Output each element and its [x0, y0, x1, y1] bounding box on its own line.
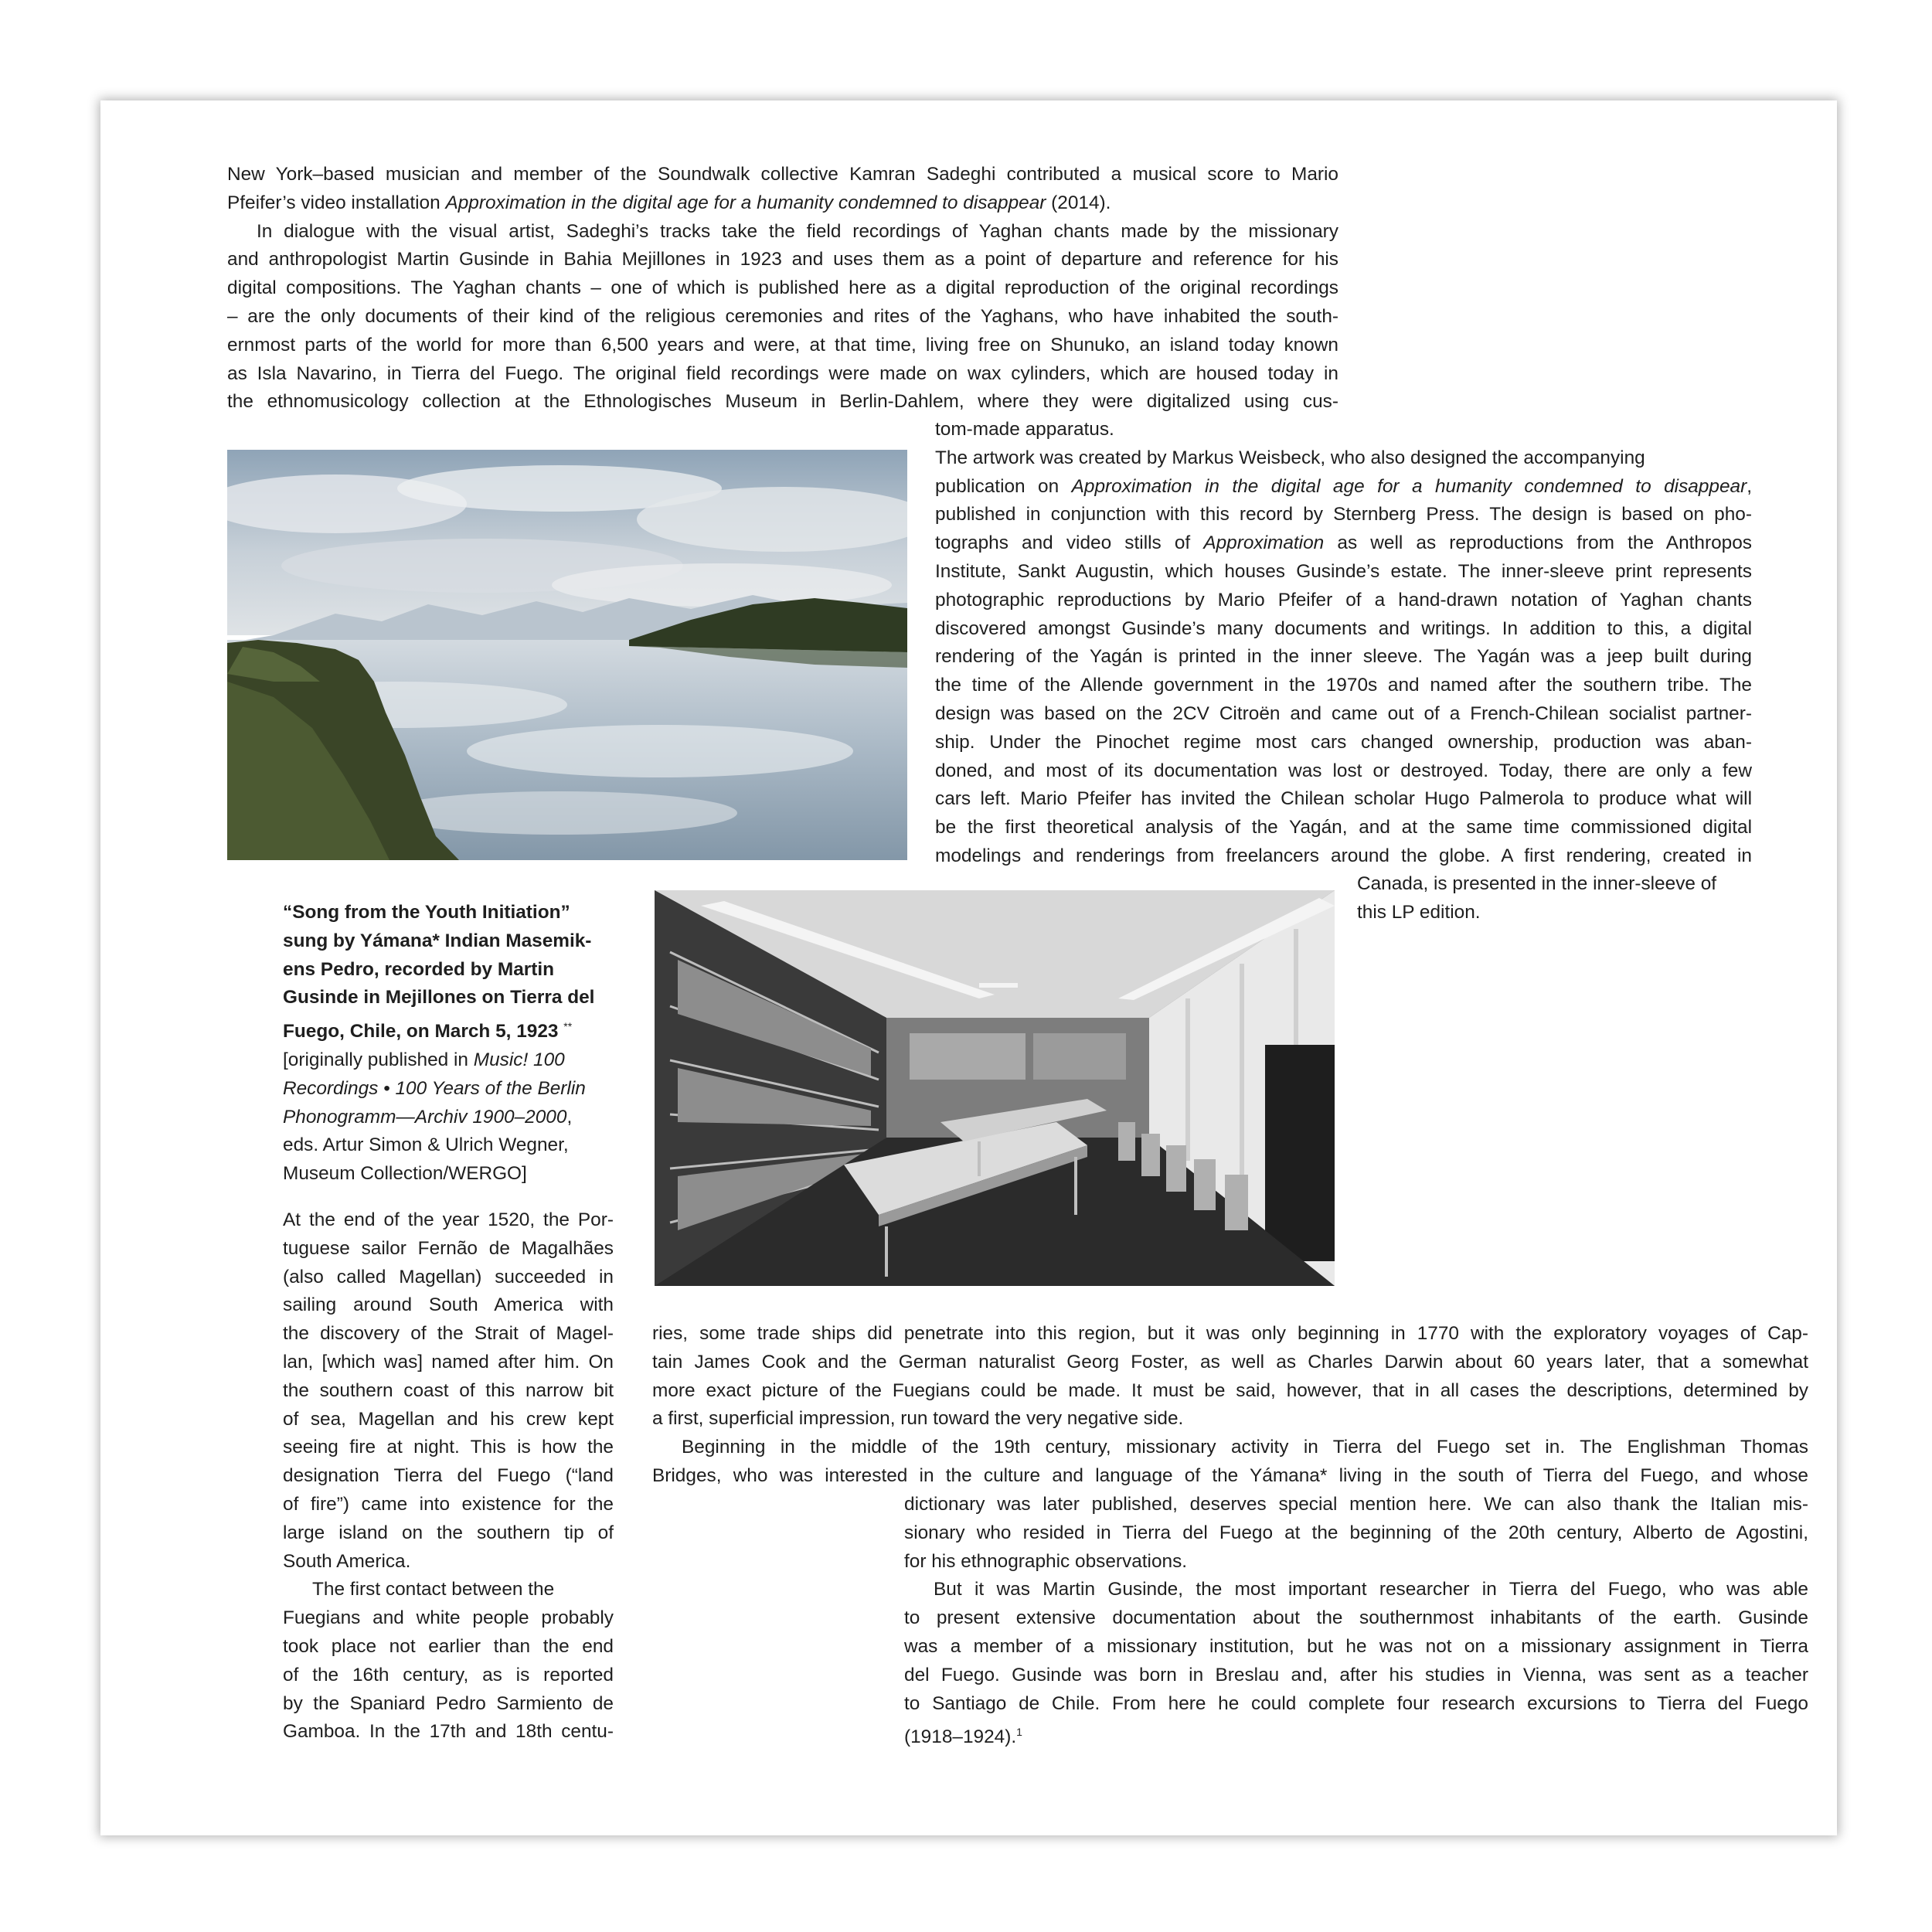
text-line [935, 587, 1752, 615]
text-run: South America. [283, 1550, 411, 1572]
text-run: tom-made apparatus. [935, 419, 1114, 440]
text-run: the time of the Allende government in the 1970s and named after the southern tribe. The [935, 675, 1752, 696]
text-run: of sea, Magellan and his crew kept [283, 1408, 614, 1430]
text-line [652, 1434, 1808, 1462]
text-run: Canada, is presented in the inner-sleeve of [1357, 873, 1717, 894]
text-line [283, 1012, 607, 1046]
text-line [1357, 899, 1751, 927]
bold-run: Gusinde in Mejillones on Tierra del [283, 987, 595, 1009]
text-run: large island on the southern tip of [283, 1522, 614, 1543]
text-run: sailing around South America with [283, 1294, 614, 1316]
text-run: more exact picture of the Fuegians could be made. It must be said, however, that in all cases the descriptions, determined by [652, 1379, 1808, 1401]
text-run: Pfeifer’s video installation [227, 192, 446, 213]
text-line [283, 1718, 614, 1747]
text-line [283, 1160, 607, 1189]
text-line [283, 1131, 607, 1160]
text-run: ernmost parts of the world for more than 6,500 years and were, at that time, living free on Shunuko, an island today known [227, 334, 1338, 355]
text-run: ship. Under the Pinochet regime most cars changed ownership, production was aban- [935, 731, 1752, 753]
text-run: (also called Magellan) succeeded in [283, 1266, 614, 1287]
text-line [935, 558, 1752, 587]
text-line [652, 1462, 1808, 1491]
text-line [283, 1377, 614, 1406]
bold-run: sung by Yámana* Indian Masemik- [283, 930, 592, 951]
text-line [904, 1576, 1808, 1604]
text-run: by the Spaniard Pedro Sarmiento de [283, 1692, 614, 1714]
text-run: In dialogue with the visual artist, Sadeghi’s tracks take the field recordings of Yaghan chants made by the missionary [257, 220, 1338, 242]
text-line [227, 218, 1338, 247]
text-line [935, 785, 1752, 814]
text-line [283, 1104, 607, 1132]
landscape-photo [227, 450, 907, 860]
text-run: of the 16th century, as is reported [283, 1664, 614, 1685]
text-run: design was based on the 2CV Citroën and came out of a French-Chilean socialist partner- [935, 702, 1752, 724]
text-run: for his ethnographic observations. [904, 1550, 1188, 1572]
text-line [227, 332, 1338, 360]
bold-run: Fuego, Chile, on March 5, 1923 [283, 1021, 564, 1043]
text-run: sionary who resided in Tierra del Fuego at the beginning of the 20th century, Alberto de Agostini, [904, 1522, 1808, 1543]
text-run: photographic reproductions by Mario Pfeifer of a hand-drawn notation of Yaghan chants [935, 589, 1752, 611]
text-line [935, 444, 1752, 473]
text-line [652, 1377, 1808, 1406]
text-run: – are the only documents of their kind of the religious ceremonies and rites of the Yaghans, who have inhabited the south- [227, 305, 1338, 327]
text-line [227, 189, 1338, 218]
text-run: At the end of the year 1520, the Por- [283, 1209, 614, 1230]
history-column [283, 1206, 614, 1747]
text-line [904, 1491, 1808, 1519]
text-line [283, 1604, 614, 1633]
text-line [904, 1548, 1808, 1577]
gusinde-paragraph [904, 1491, 1808, 1752]
text-run: eds. Artur Simon & Ulrich Wegner, [283, 1134, 569, 1156]
text-run: ries, some trade ships did penetrate into this region, but it was only beginning in 1770 with the exploratory voyages of Cap- [652, 1323, 1808, 1344]
text-run: to Santiago de Chile. From here he could complete four research excursions to Tierra del Fuego [904, 1692, 1808, 1714]
text-run: as well as reproductions from the Anthropos [1324, 532, 1752, 554]
bold-run: “Song from the Youth Initiation” [283, 902, 570, 923]
text-line [652, 1405, 1808, 1434]
text-line [227, 388, 1338, 417]
text-line [283, 1075, 607, 1104]
text-line [935, 501, 1752, 529]
text-run: the ethnomusicology collection at the Ethnologisches Museum in Berlin-Dahlem, where they were digitalized using cus- [227, 391, 1338, 413]
text-line [283, 1406, 614, 1434]
italic-run: Approximation in the digital age for a humanity condemned to disappear [1071, 475, 1747, 497]
library-photo [655, 890, 1335, 1286]
text-run: a first, superficial impression, run toward the very negative side. [652, 1408, 1184, 1430]
footnote-marker: ** [563, 1020, 573, 1033]
text-run: Museum Collection/WERGO] [283, 1163, 527, 1185]
italic-run: Music! 100 [473, 1049, 565, 1070]
artwork-paragraph-tail [1357, 870, 1751, 927]
artwork-paragraph [935, 416, 1752, 871]
text-run: The artwork was created by Markus Weisbeck, who also designed the accompanying [935, 447, 1645, 468]
text-line [283, 1206, 614, 1235]
text-run: Institute, Sankt Augustin, which houses Gusinde’s estate. The inner-sleeve print represents [935, 560, 1752, 582]
text-run: Beginning in the middle of the 19th century, missionary activity in Tierra del Fuego set in. The Englishman Thomas [682, 1437, 1808, 1458]
text-line [935, 700, 1752, 729]
text-line [904, 1718, 1808, 1752]
text-run: New York–based musician and member of the Soundwalk collective Kamran Sadeghi contributed a musical score to Mario [227, 164, 1338, 185]
text-run: (1918–1924). [904, 1726, 1017, 1748]
text-line [283, 1690, 614, 1719]
text-line [935, 672, 1752, 700]
text-run: Bridges, who was interested in the culture and language of the Yámana* living in the south of Tierra del Fuego, and whose [652, 1464, 1808, 1486]
text-run: tain James Cook and the German naturalist Georg Foster, as well as Charles Darwin about 60 years later, that a somewhat [652, 1351, 1808, 1372]
continuation-paragraph [652, 1320, 1808, 1491]
text-line [935, 529, 1752, 558]
text-line [935, 615, 1752, 644]
text-line [227, 360, 1338, 389]
text-line [283, 1491, 614, 1519]
text-run: digital compositions. The Yaghan chants – one of which is published here as a digital reproduction of the original recordings [227, 277, 1338, 299]
recording-caption [283, 899, 607, 1189]
text-run: this LP edition. [1357, 901, 1481, 923]
text-line [227, 303, 1338, 332]
text-line [283, 1235, 614, 1264]
text-line [283, 1576, 614, 1604]
text-run: , [566, 1106, 573, 1128]
text-line [283, 1548, 614, 1577]
text-line [935, 757, 1752, 786]
text-line [904, 1633, 1808, 1662]
text-run: The first contact between the [312, 1579, 555, 1600]
text-line [935, 473, 1752, 502]
footnote-marker: 1 [1016, 1726, 1022, 1739]
text-line [935, 643, 1752, 672]
text-line [227, 161, 1338, 189]
text-run: (2014). [1046, 192, 1111, 213]
italic-run: Phonogramm—Archiv 1900–2000 [283, 1106, 567, 1128]
text-line [904, 1604, 1808, 1633]
text-run: to present extensive documentation about the southernmost inhabitants of the earth. Gusinde [904, 1607, 1808, 1629]
text-line [904, 1690, 1808, 1719]
text-line [935, 814, 1752, 842]
text-line [283, 956, 607, 985]
text-line [283, 1349, 614, 1377]
text-run: tographs and video stills of [935, 532, 1204, 554]
text-line [904, 1519, 1808, 1548]
text-line [283, 1434, 614, 1462]
text-run: discovered amongst Gusinde’s many documents and writings. In addition to this, a digital [935, 617, 1752, 639]
text-line [283, 984, 607, 1012]
text-line [283, 1291, 614, 1320]
text-run: , [1747, 475, 1752, 497]
text-line [283, 1462, 614, 1491]
text-run: published in conjunction with this record by Sternberg Press. The design is based on pho- [935, 504, 1752, 526]
text-line [652, 1349, 1808, 1377]
text-line [1357, 870, 1751, 899]
italic-run: Approximation [1203, 532, 1325, 554]
text-run: modelings and renderings from freelancers around the globe. A first rendering, created in [935, 845, 1752, 866]
text-run: del Fuego. Gusinde was born in Breslau and, after his studies in Vienna, was sent as a teacher [904, 1664, 1808, 1685]
text-run: But it was Martin Gusinde, the most important researcher in Tierra del Fuego, who was able [934, 1579, 1808, 1600]
text-line [283, 899, 607, 927]
text-line [935, 842, 1752, 871]
intro-paragraph [227, 161, 1338, 417]
bold-run: ens Pedro, recorded by Martin [283, 958, 555, 980]
text-run: doned, and most of its documentation was lost or destroyed. Today, there are only a few [935, 760, 1752, 781]
text-run: publication on [935, 475, 1072, 497]
text-run: took place not earlier than the end [283, 1635, 614, 1657]
text-run: rendering of the Yagán is printed in the inner sleeve. The Yagán was a jeep built during [935, 646, 1752, 668]
text-run: dictionary was later published, deserves special mention here. We can also thank the Italian mis- [904, 1494, 1808, 1515]
text-run: as Isla Navarino, in Tierra del Fuego. The original field recordings were made on wax cylinders, which are housed today in [227, 362, 1338, 384]
italic-run: Recordings • 100 Years of the Berlin [283, 1077, 586, 1099]
text-line [283, 1320, 614, 1349]
text-run: the southern coast of this narrow bit [283, 1379, 614, 1401]
page-sheet [100, 100, 1837, 1835]
text-line [283, 1046, 607, 1075]
text-run: Fuegians and white people probably [283, 1607, 614, 1629]
text-run: Gamboa. In the 17th and 18th centu- [283, 1721, 614, 1743]
italic-run: Approximation in the digital age for a humanity condemned to disappear [445, 192, 1046, 213]
text-line [283, 927, 607, 956]
text-line [935, 416, 1752, 444]
text-line [283, 1519, 614, 1548]
text-line [283, 1633, 614, 1662]
text-line [652, 1320, 1808, 1349]
text-run: and anthropologist Martin Gusinde in Bahia Mejillones in 1923 and uses them as a point of departure and reference for his [227, 249, 1338, 270]
text-run: [originally published in [283, 1049, 474, 1070]
text-run: tuguese sailor Fernão de Magalhães [283, 1237, 614, 1259]
text-line [227, 246, 1338, 274]
text-run: seeing fire at night. This is how the [283, 1437, 614, 1458]
text-run: lan, [which was] named after him. On [283, 1351, 614, 1372]
text-run: of fire”) came into existence for the [283, 1493, 614, 1515]
text-run: designation Tierra del Fuego (“land [283, 1465, 614, 1487]
text-line [227, 274, 1338, 303]
text-run: the discovery of the Strait of Magel- [283, 1323, 614, 1345]
text-run: cars left. Mario Pfeifer has invited the Chilean scholar Hugo Palmerola to produce what will [935, 788, 1752, 810]
text-line [935, 729, 1752, 757]
text-line [283, 1662, 614, 1690]
text-line [283, 1264, 614, 1292]
text-line [904, 1662, 1808, 1690]
text-run: was a member of a missionary institution, but he was not on a missionary assignment in Tierra [904, 1635, 1808, 1657]
text-run: be the first theoretical analysis of the Yagán, and at the same time commissioned digital [935, 817, 1752, 838]
